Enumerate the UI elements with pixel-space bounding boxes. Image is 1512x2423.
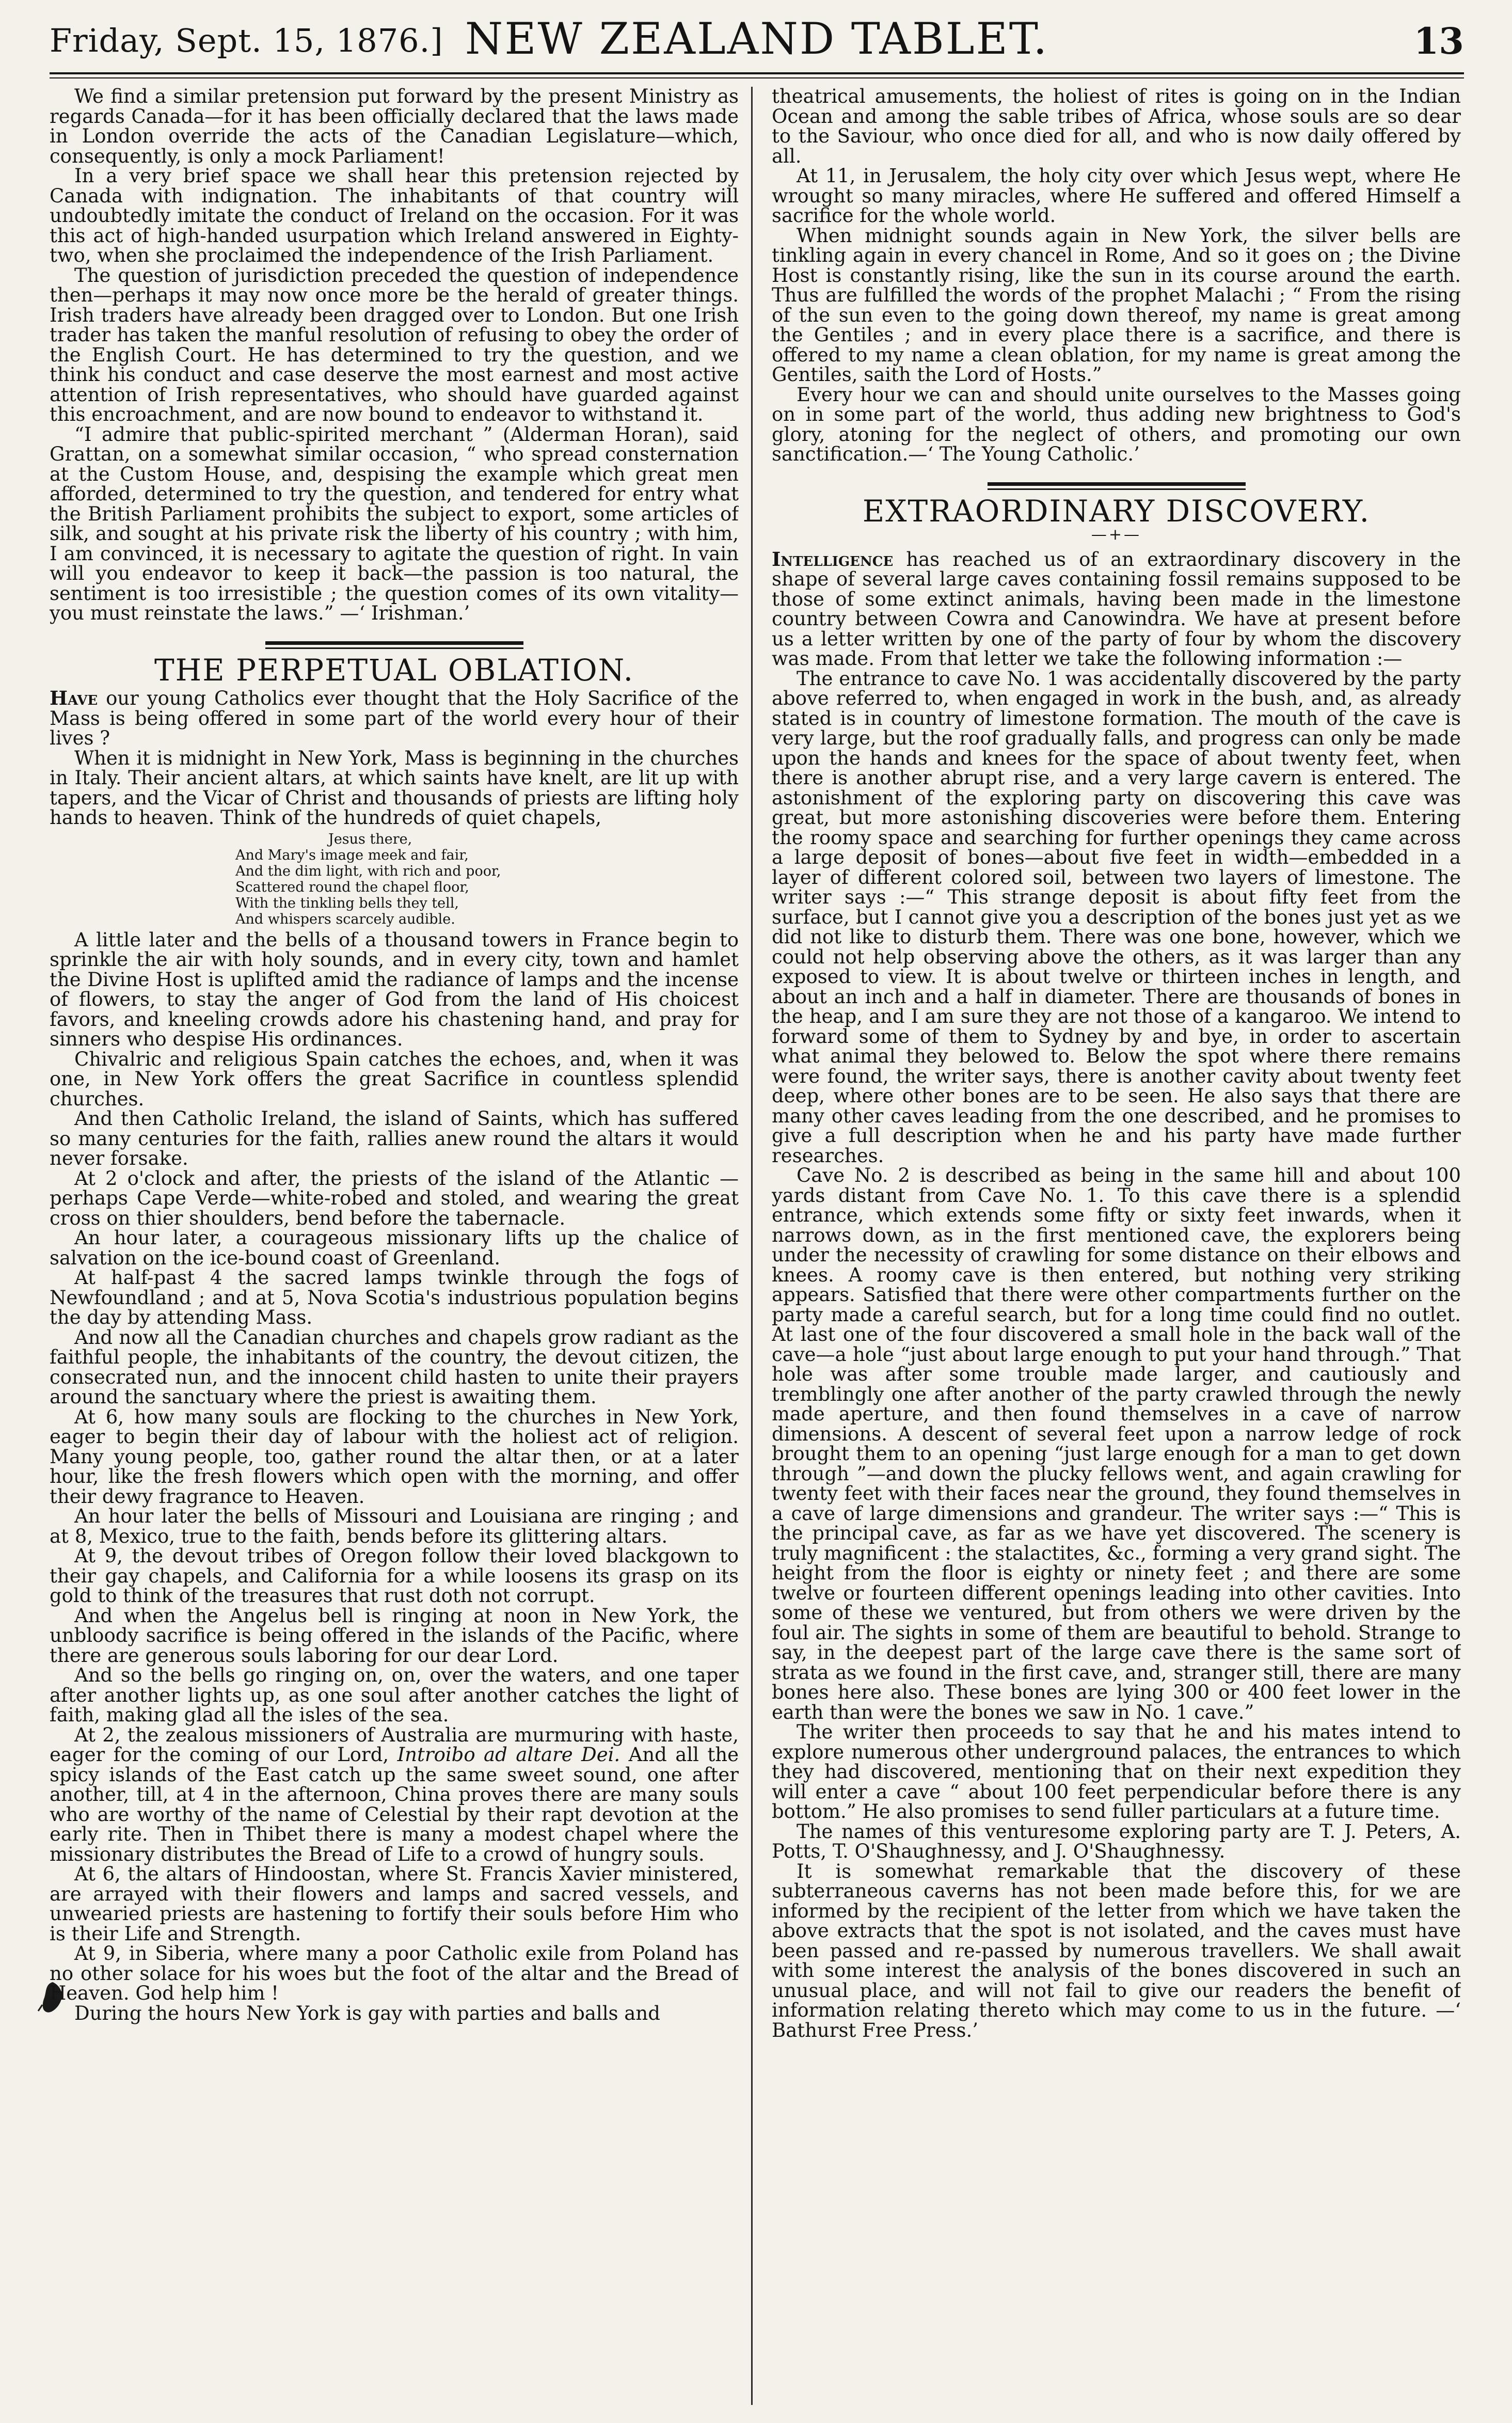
column-divider	[751, 87, 753, 2405]
verse-line: And Mary's image meek and fair,	[235, 847, 469, 863]
article-paragraph: Cave No. 2 is described as being in the same hill and about 100 yards distant from Cave No. 1. To this cave there is a splendid entrance, which extends some fifty or sixty feet inwards, when it narrows down, as in the first mentioned cave, the explorers being under the necessity of crawling for some distance on their elbows and knees. A roomy cave is then entered, but nothing very striking appears. Satisfied that there were other compartments further on the party made a careful search, but for a long time could find no outlet. At last one of the four discovered a small hole in the back wall of the cave—a hole “just about large enough to put your hand through.” That hole was after some trouble made larger, and cautiously and tremblingly one after another of the party crawled through the newly made aperture, and then found themselves in a cave of narrow dimensions. A descent of several feet upon a narrow ledge of rock brought them to an opening “just large enough for a man to get down through ”—and down the plucky fellows went, and again crawling for twenty feet with their faces near the ground, they found themselves in a cave of large dimensions and grandeur. The writer says :—“ This is the principal cave, as far as we have yet discovered. The scenery is truly magnificent : the stalactites, &c., forming a very grand sight. The height from the floor is eighty or ninety feet ; and there are some twelve or fourteen different openings leading into other cavities. Into some of these we ventured, but from others we were driven by the foul air. The sights in some of them are beautiful to behold. Strange to say, in the deepest part of the large cave there is the same sort of strata as we found in the first cave, and, stranger still, there are many bones here also. These bones are lying 300 or 400 feet lower in the earth than were the bones we saw in No. 1 cave.”	[772, 1164, 1461, 1723]
article-paragraph: At 6, the altars of Hindoostan, where St. Francis Xavier ministered, are arrayed with their flowers and lamps and sacred vessels, and unwearied priests are hastening to fortify their souls before Him who is their Life and Strength.	[50, 1863, 739, 1945]
article-paragraph: The writer then proceeds to say that he and his mates intend to explore numerous other underground palaces, the entrances to which they had discovered, mentioning that on their next expedition they will enter a cave “ about 100 feet perpendicular before there is any bottom.” He also promises to send fuller particulars at a future time.	[772, 1721, 1461, 1823]
article-paragraph: And when the Angelus bell is ringing at noon in New York, the unbloody sacrifice is being offered in the islands of the Pacific, where there are generous souls laboring for our dear Lord.	[50, 1604, 739, 1667]
article-paragraph: At 9, the devout tribes of Oregon follow their loved blackgown to their gay chapels, and California for a while loosens its grasp on its gold to think of the treasures that rust doth not corrupt.	[50, 1545, 739, 1607]
article-paragraph: When it is midnight in New York, Mass is beginning in the churches in Italy. Their ancient altars, at which saints have knelt, are lit up with tapers, and the Vicar of Christ and thousands of priests are lifting holy hands to heaven. Think of the hundreds of quiet chapels,	[50, 747, 739, 829]
article-paragraph: A little later and the bells of a thousand towers in France begin to sprinkle the air with holy sounds, and in every city, town and hamlet the Divine Host is uplifted amid the radiance of lamps and the incense of flowers, to stay the anger of God from the land of His choicest favors, and kneeling crowds adore his chastening hand, and pray for sinners who despise His ordinances.	[50, 928, 739, 1050]
article-paragraph: And so the bells go ringing on, on, over the waters, and one taper after another lights up, as one soul after another catches the light of faith, making glad all the isles of the sea.	[50, 1664, 739, 1726]
article-paragraph: At half-past 4 the sacred lamps twinkle through the fogs of Newfoundland ; and at 5, Nova Scotia's industrious population begins the day by attending Mass.	[50, 1266, 739, 1328]
verse-line: And whispers scarcely audible.	[235, 911, 455, 927]
verse-line: Scattered round the chapel floor,	[235, 879, 469, 895]
article-heading-perpetual-oblation: THE PERPETUAL OBLATION.	[154, 652, 634, 688]
masthead-rule	[50, 72, 1464, 74]
article-paragraph	[50, 1725, 739, 1865]
article-paragraph	[50, 688, 739, 749]
verse-line: Jesus there,	[328, 831, 412, 847]
article-paragraph: And now all the Canadian churches and chapels grow radiant as the faithful people, the inhabitants of the country, the devout citizen, the consecrated nun, and the innocent child hasten to unite their prayers around the sanctuary where the priest is awaiting them.	[50, 1326, 739, 1408]
paragraph-text: At 2, the zealous missioners of Australia are murmuring with haste, eager for the coming of our Lord,	[50, 1723, 739, 1766]
article-paragraph	[772, 549, 1461, 669]
article-paragraph: Every hour we can and should unite ourselves to the Masses going on in some part of the world, thus adding new brightness to God's glory, atoning for the neglect of others, and promoting our own sanctification.—‘ The Young Catholic.’	[772, 383, 1461, 465]
latin-phrase: Introibo ad altare Dei.	[397, 1744, 620, 1766]
lead-word: Have	[50, 687, 98, 709]
article-paragraph: When midnight sounds again in New York, the silver bells are tinkling again in every chancel in Rome, And so it goes on ; the Divine Host is constantly rising, like the sun in its course around the earth. Thus are fulfilled the words of the prophet Malachi ; “ From the rising of the sun even to the going down thereof, my name is great among the Gentiles ; and in every place there is a sacrifice, and there is offered to my name a clean oblation, for my name is great among the Gentiles, saith the Lord of Hosts.”	[772, 224, 1461, 386]
article-paragraph: At 2 o'clock and after, the priests of the island of the Atlantic —perhaps Cape Verde—white-robed and stoled, and wearing the great cross on thier shoulders, bend before the tabernacle.	[50, 1167, 739, 1229]
article-paragraph: We find a similar pretension put forward by the present Ministry as regards Canada—for it has been officially declared that the laws made in London override the acts of the Canadian Legislature—which, consequently, is only a mock Parliament!	[50, 87, 739, 167]
left-column	[50, 87, 739, 2410]
paragraph-text: And all the spicy islands of the East catch up the same sweet sound, one after another, till, at 4 in the afternoon, China proves there are many souls who are worthy of the name of Celestial by their rapt devotion at the early rite. Then in Thibet there is many a modest chapel where the missionary distributes the Bread of Life to a crowd of hungry souls.	[50, 1744, 739, 1865]
masthead	[50, 10, 1464, 67]
article-paragraph: At 6, how many souls are flocking to the churches in New York, eager to begin their day of labour with the holiest act of religion. Many young people, too, gather round the altar then, or at a later hour, like the fresh flowers which open with the morning, and offer their dewy fragrance to Heaven.	[50, 1405, 739, 1508]
article-paragraph: The names of this venturesome exploring party are T. J. Peters, A. Potts, T. O'Shaughnessy, and J. O'Shaughnessy.	[772, 1820, 1461, 1862]
paragraph-text: our young Catholics ever thought that the Holy Sacrifice of the Mass is being offered in some part of the world every hour of their lives ?	[50, 687, 739, 749]
article-paragraph: In a very brief space we shall hear this pretension rejected by Canada with indignation. The inhabitants of that country will undoubtedly imitate the conduct of Ireland on the occasion. For it was this act of high-handed usurpation which Ireland answered in Eighty-two, when she proclaimed the independence of the Irish Parliament.	[50, 165, 739, 266]
newspaper-title: NEW ZEALAND TABLET.	[465, 13, 1049, 64]
ornament-divider: —+—	[1091, 526, 1142, 544]
article-paragraph: Chivalric and religious Spain catches the echoes, and, when it was one, in New York offers the great Sacrifice in countless splendid churches.	[50, 1048, 739, 1110]
verse-line: And the dim light, with rich and poor,	[235, 863, 501, 879]
article-paragraph: It is somewhat remarkable that the discovery of these subterraneous caverns has not been made before this, for we are informed by the recipient of the letter from which we have taken the above extracts that the spot is not isolated, and the caves must have been passed and re-passed by numerous travellers. We shall await with some interest the analysis of the bones discovered in such an unusual place, and will not fail to give our readers the benefit of information relating thereto which may come to us in the future. —‘ Bathurst Free Press.’	[772, 1860, 1461, 2041]
section-separator	[988, 482, 1246, 490]
article-paragraph: At 9, in Siberia, where many a poor Catholic exile from Poland has no other solace for his woes but the foot of the altar and the Bread of Heaven. God help him !	[50, 1942, 739, 2004]
article-paragraph: And then Catholic Ireland, the island of Saints, which has suffered so many centuries for the faith, rallies anew round the altars it would never forsake.	[50, 1107, 739, 1169]
article-paragraph: An hour later, a courageous missionary lifts up the chalice of salvation on the ice-bound coast of Greenland.	[50, 1227, 739, 1269]
verse-line: With the tinkling bells they tell,	[235, 895, 459, 911]
lead-word: Intelligence	[772, 547, 894, 571]
article-paragraph: At 11, in Jerusalem, the holy city over which Jesus wept, where He wrought so many miracles, where He suffered and offered Himself a sacrifice for the whole world.	[772, 165, 1461, 227]
article-paragraph: The entrance to cave No. 1 was accidentally discovered by the party above referred to, when engaged in work in the bush, and, as already stated is in country of limestone formation. The mouth of the cave is very large, but the roof gradually falls, and progress can only be made upon the hands and knees for the space of about twenty feet, when there is another abrupt rise, and a very large cavern is entered. The astonishment of the exploring party on discovering this cave was great, but more astonishing discoveries were before them. Entering the roomy space and searching for further openings they came across a large deposit of bones—about five feet in width—embedded in a layer of different colored soil, between two layers of limestone. The writer says :—“ This strange deposit is about fifty feet from the surface, but I cannot give you a description of the bones just yet as we did not like to disturb them. There was one bone, however, which we could not help observing above the others, as it was larger than any exposed to view. It is about twelve or thirteen inches in length, and about an inch and a half in diameter. There are thousands of bones in the heap, and I am sure they are not those of a kangaroo. We intend to forward some of them to Sydney by and bye, in order to ascertain what animal they belowed to. Below the spot where there remains were found, the writer says, there is another cavity about twenty feet deep, where other bones are to be seen. He also says that there are many other caves leading from the one described, and he promises to give a full description when he and his party have made further researches.	[772, 667, 1461, 1167]
article-paragraph: “I admire that public-spirited merchant ” (Alderman Horan), said Grattan, on a somewhat similar occasion, “ who spread consternation at the Custom House, and, despising the example which great men afforded, determined to try the question, and tendered for entry what the British Parliament prohibits the subject to export, some articles of silk, and sought at his private risk the liberty of his country ; with him, I am convinced, it is necessary to agitate the question of right. In vain will you endeavor to keep it back—the passion is too natural, the sentiment is too irresistible ; the question comes of its own vitality—you must reinstate the laws.” —‘ Irishman.’	[50, 423, 739, 624]
article-paragraph: An hour later the bells of Missouri and Louisiana are ringing ; and at 8, Mexico, true to the faith, bends before its glittering altars.	[50, 1505, 739, 1547]
right-column	[772, 87, 1461, 2410]
article-paragraph: The question of jurisdiction preceded the question of independence then—perhaps it may now once more be the herald of greater things. Irish traders have already been dragged over to London. But one Irish trader has taken the manful resolution of refusing to obey the order of the English Court. He has determined to try the question, and we think his conduct and case deserve the most earnest and most active attention of Irish representatives, who should have guarded against this encroachment, and are now bound to endeavor to withstand it.	[50, 264, 739, 425]
page-number: 13	[1413, 20, 1464, 62]
article-paragraph: theatrical amusements, the holiest of rites is going on in the Indian Ocean and among the sable tribes of Africa, whose souls are so dear to the Saviour, who once died for all, and who is now daily offered by all.	[772, 87, 1461, 167]
article-paragraph: During the hours New York is gay with parties and balls and	[74, 2002, 660, 2024]
verse-quote	[50, 831, 739, 927]
paragraph-text: has reached us of an extraordinary discovery in the shape of several large caves containing fossil remains supposed to be those of some extinct animals, having been made in the limestone country between Cowra and Canowindra. We have at present before us a letter written by one of the party of four by whom the discovery was made. From that letter we take the following information :—	[772, 548, 1461, 670]
issue-date: Friday, Sept. 15, 1876.]	[50, 22, 443, 59]
masthead-rule-thin	[50, 77, 1464, 78]
article-heading-extraordinary-discovery: EXTRAORDINARY DISCOVERY.	[862, 493, 1371, 529]
section-separator	[265, 641, 523, 649]
